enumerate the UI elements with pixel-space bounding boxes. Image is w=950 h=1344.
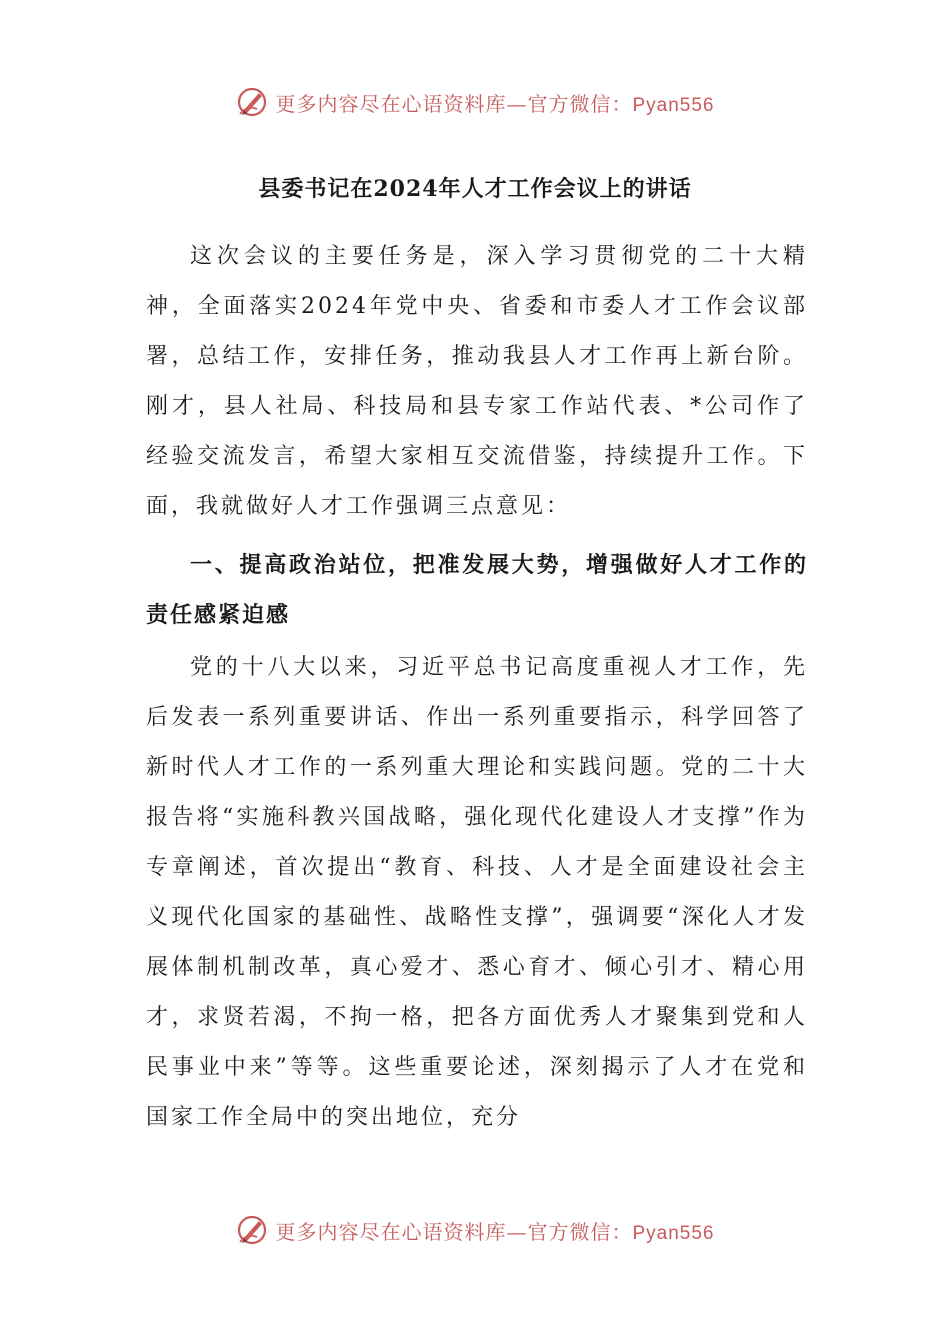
header-watermark-banner <box>0 82 950 122</box>
footer-watermark-banner <box>0 1210 950 1250</box>
pen-logo-icon <box>235 1213 269 1247</box>
paragraph-intro: 这次会议的主要任务是，深入学习贯彻党的二十大精神，全面落实2024年党中央、省委和市委人才工作会议部署，总结工作，安排任务，推动我县人才工作再上新台阶。刚才，县人社局、科技局和县专家工作站代表、*公司作了经验交流发言，希望大家相互交流借鉴，持续提升工作。下面，我就做好人才工作强调三点意见： <box>146 244 808 519</box>
paragraph-section-1: 党的十八大以来，习近平总书记高度重视人才工作，先后发表一系列重要讲话、作出一系列重要指示，科学回答了新时代人才工作的一系列重大理论和实践问题。党的二十大报告将“实施科教兴国战略，强化现代化建设人才支撑”作为专章阐述，首次提出“教育、科技、人才是全面建设社会主义现代化国家的基础性、战略性支撑”，强调要“深化人才发展体制机制改革，真心爱才、悉心育才、倾心引才、精心用才，求贤若渴，不拘一格，把各方面优秀人才聚集到党和人民事业中来”等等。这些重要论述，深刻揭示了人才在党和国家工作全局中的突出地位，充分 <box>146 655 808 1130</box>
pen-logo-icon <box>235 85 269 119</box>
watermark-text: 更多内容尽在心语资料库—官方微信：Pyan556 <box>275 1219 715 1244</box>
document-title: 县委书记在2024年人才工作会议上的讲话 <box>258 176 692 202</box>
watermark-text: 更多内容尽在心语资料库—官方微信：Pyan556 <box>275 91 715 116</box>
section-heading-1: 一、提高政治站位，把准发展大势，增强做好人才工作的责任感紧迫感 <box>146 552 808 628</box>
